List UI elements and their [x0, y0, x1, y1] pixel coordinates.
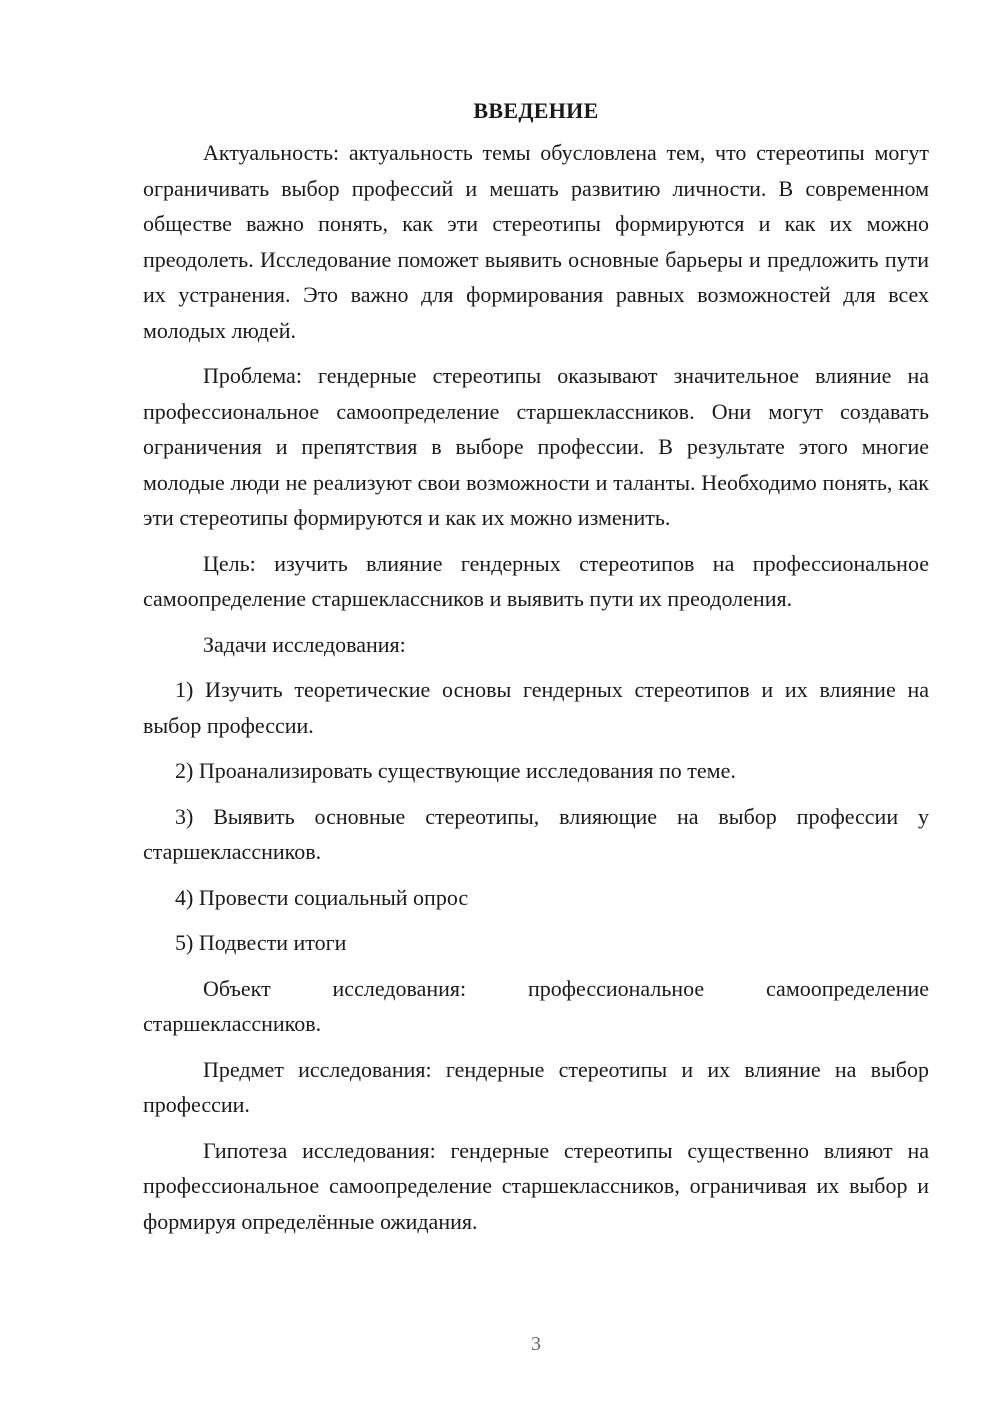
task-item-3: 3) Выявить основные стереотипы, влияющие на выбор профессии у старшеклассников. [143, 803, 929, 864]
paragraph-problem: Проблема: гендерные стереотипы оказывают значительное влияние на профессиональное самоопределение старшеклассников. Они могут создавать ограничения и препятствия в выборе профессии. В результате этого многие молодые люди не реализуют свои возможности и таланты. Необходимо понять, как эти стереотипы формируются и как их можно изменить. [143, 363, 929, 530]
task-item-1: 1) Изучить теоретические основы гендерных стереотипов и их влияние на выбор профессии. [143, 677, 929, 738]
page-number: 3 [531, 1333, 541, 1355]
paragraph-object: Объект исследования: профессиональное самоопределение старшеклассников. [143, 975, 929, 1036]
paragraph-hypothesis: Гипотеза исследования: гендерные стереотипы существенно влияют на профессиональное самоопределение старшеклассников, ограничивая их выбор и формируя определённые ожидания. [143, 1137, 929, 1234]
paragraph-goal: Цель: изучить влияние гендерных стереотипов на профессиональное самоопределение старшеклассников и выявить пути их преодоления. [143, 550, 929, 611]
document-page [143, 96, 929, 1249]
paragraph-tasks-heading: Задачи исследования: [203, 631, 406, 657]
paragraph-relevance: Актуальность: актуальность темы обусловлена тем, что стереотипы могут ограничивать выбор профессий и мешать развитию личности. В современном обществе важно понять, как эти стереотипы формируются и как их можно преодолеть. Исследование поможет выявить основные барьеры и предложить пути их устранения. Это важно для формирования равных возможностей для всех молодых людей. [143, 140, 929, 343]
section-title: ВВЕДЕНИЕ [473, 98, 599, 123]
paragraph-subject: Предмет исследования: гендерные стереотипы и их влияние на выбор профессии. [143, 1056, 929, 1117]
task-item-5: 5) Подвести итоги [175, 930, 347, 955]
task-item-4: 4) Провести социальный опрос [175, 884, 469, 910]
task-item-2: 2) Проанализировать существующие исследования по теме. [175, 758, 736, 783]
